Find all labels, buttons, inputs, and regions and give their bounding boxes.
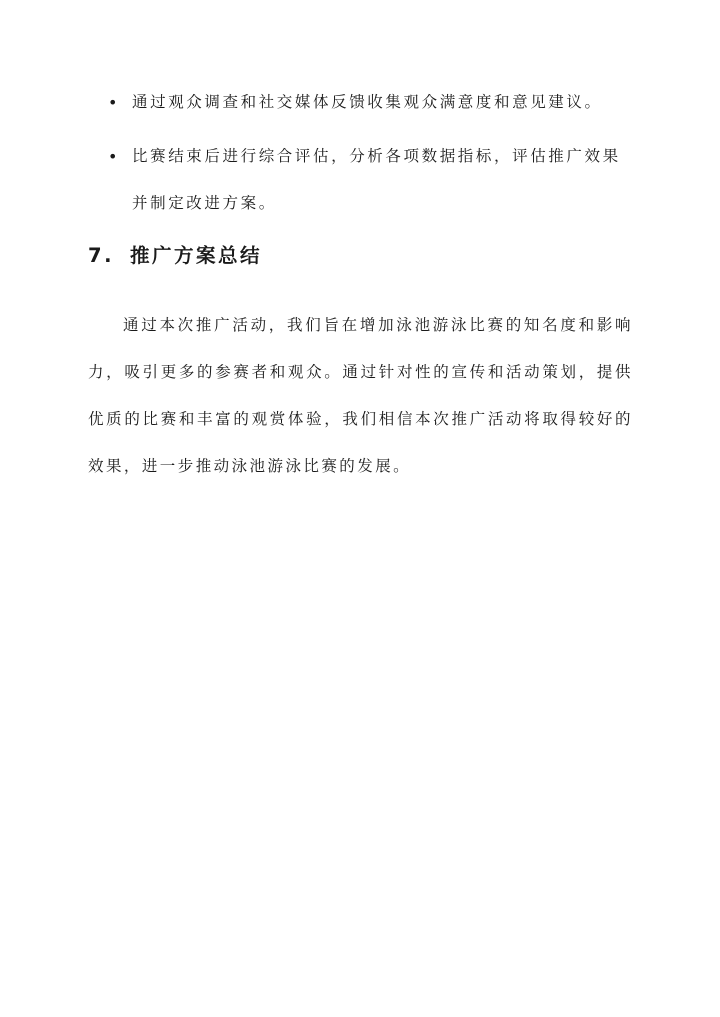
summary-paragraph: 通过本次推广活动，我们旨在增加泳池游泳比赛的知名度和影响力，吸引更多的参赛者和观众。通过针对性的宣传和活动策划，提供优质的比赛和丰富的观赏体验，我们相信本次推广活动将取得较好的效果，进一步推动泳池游泳比赛的发展。 — [88, 316, 633, 475]
bullet-icon: • — [108, 93, 118, 112]
list-item-text: 比赛结束后进行综合评估，分析各项数据指标，评估推广效果并制定改进方案。 — [132, 147, 621, 212]
section-number: 7. — [88, 244, 114, 267]
list-item-text: 通过观众调查和社交媒体反馈收集观众满意度和意见建议。 — [132, 93, 603, 111]
section-heading — [88, 241, 262, 271]
section-title-text: 推广方案总结 — [130, 244, 263, 267]
bullet-icon: • — [108, 147, 118, 166]
